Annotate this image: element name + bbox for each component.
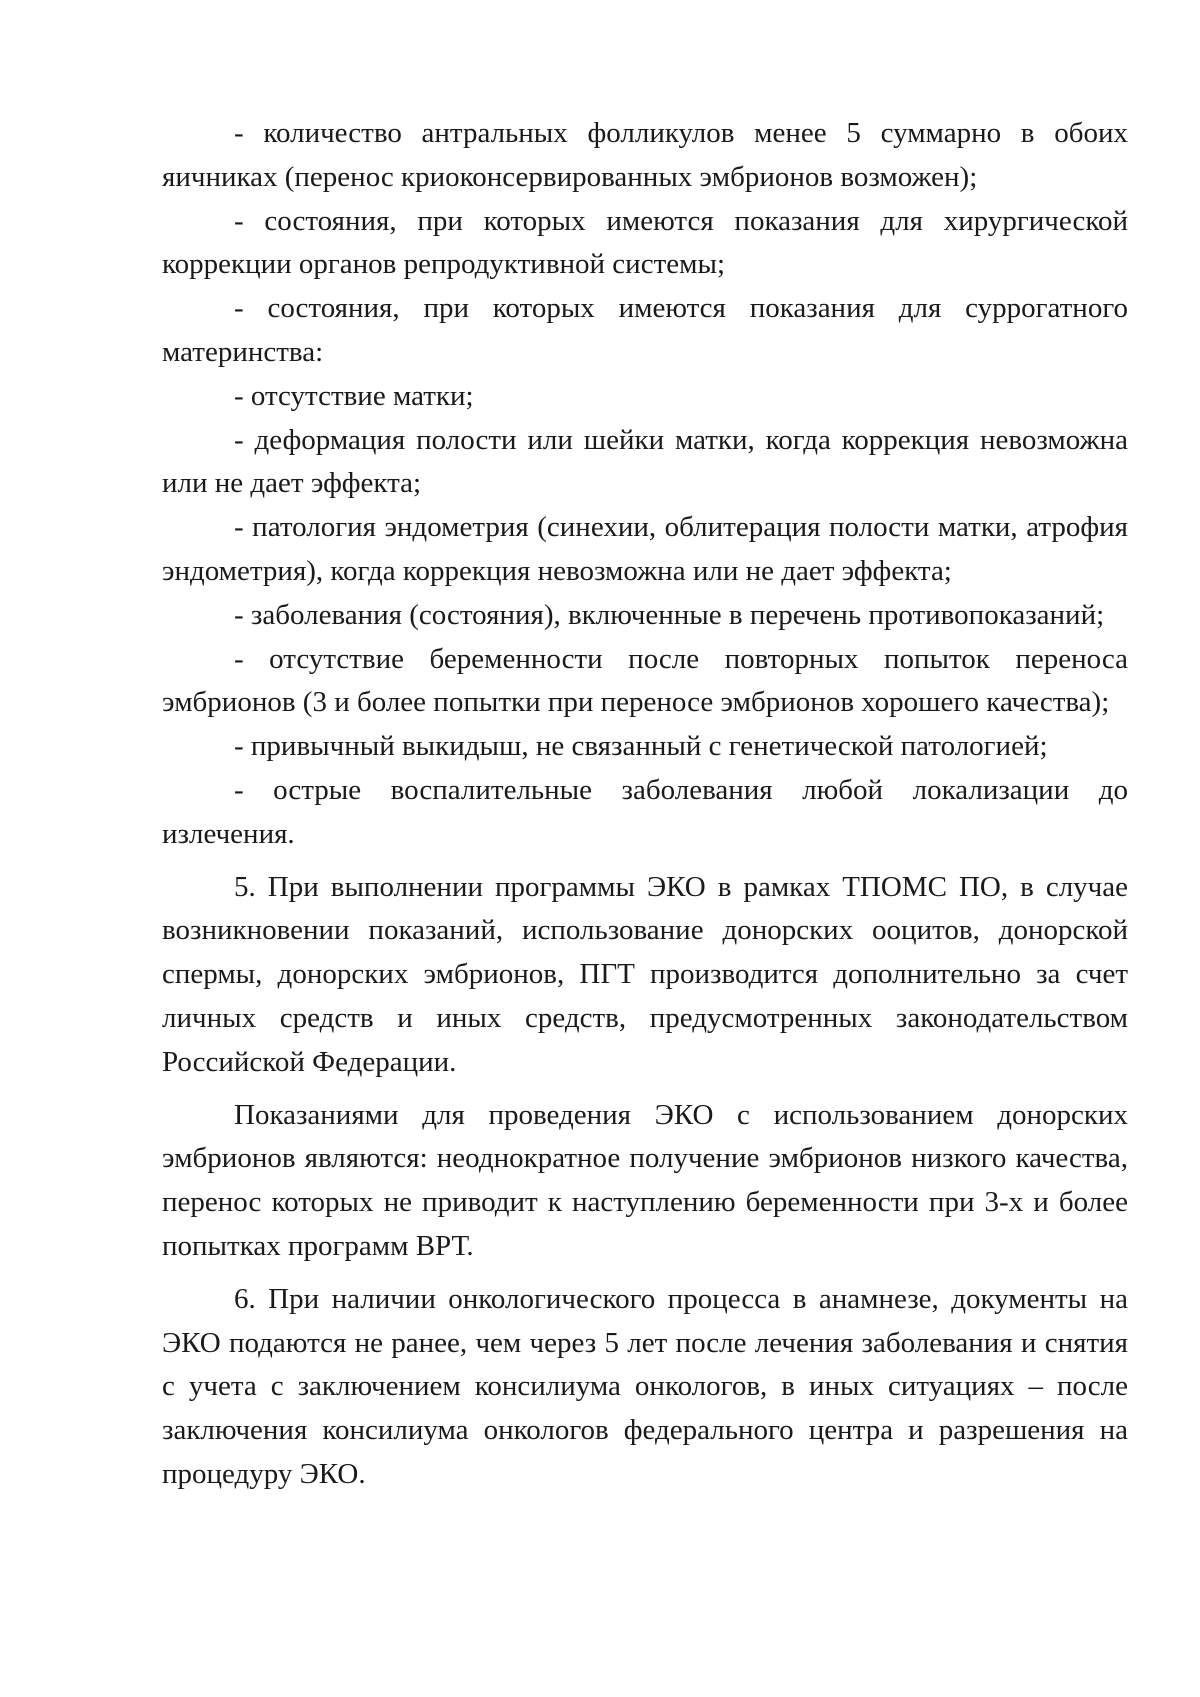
section-6-paragraph: 6. При наличии онкологического процесса в анамнезе, документы на ЭКО подаются не ранее, чем через 5 лет после лечения заболевания и снятия с учета с заключением консилиума онкологов, в иных ситуациях – после заключения консилиума онкологов федерального центра и разрешения на процедуру ЭКО. — [162, 1282, 1128, 1490]
section-5-paragraph: 5. При выполнении программы ЭКО в рамках ТПОМС ПО, в случае возникновении показаний, использование донорских ооцитов, донорской спермы, донорских эмбрионов, ПГТ производится дополнительно за счет личных средств и иных средств, предусмотренных законодательством Российской Федерации. — [162, 870, 1128, 1078]
list-item-absence-of-uterus: - отсутствие матки; — [234, 379, 474, 412]
list-item-antral-follicles: - количество антральных фолликулов менее 5 суммарно в обоих яичниках (перенос криоконсервированных эмбрионов возможен); — [162, 117, 1128, 193]
list-item-uterine-deformation: - деформация полости или шейки матки, когда коррекция невозможна или не дает эффекта; — [162, 423, 1128, 500]
list-item-contraindications: - заболевания (состояния), включенные в перечень противопоказаний; — [234, 598, 1105, 631]
document-body — [162, 112, 1128, 1497]
list-item-acute-inflammation: - острые воспалительные заболевания любой локализации до излечения. — [162, 773, 1128, 850]
donor-embryos-indications-paragraph: Показаниями для проведения ЭКО с использованием донорских эмбрионов являются: неоднократное получение эмбрионов низкого качества, перенос которых не приводит к наступлению беременности при 3-х и более попытках программ ВРТ. — [162, 1098, 1128, 1262]
list-item-no-pregnancy: - отсутствие беременности после повторных попыток переноса эмбрионов (3 и более попытки при переносе эмбрионов хорошего качества); — [162, 642, 1128, 719]
list-item-surrogacy-indications: - состояния, при которых имеются показания для суррогатного материнства: — [162, 292, 1128, 368]
list-item-habitual-miscarriage: - привычный выкидыш, не связанный с генетической патологией; — [234, 730, 1048, 763]
list-item-surgical-correction: - состояния, при которых имеются показания для хирургической коррекции органов репродуктивной системы; — [162, 204, 1128, 281]
list-item-endometrial-pathology: - патология эндометрия (синехии, облитерация полости матки, атрофия эндометрия), когда коррекция невозможна или не дает эффекта; — [162, 511, 1128, 587]
